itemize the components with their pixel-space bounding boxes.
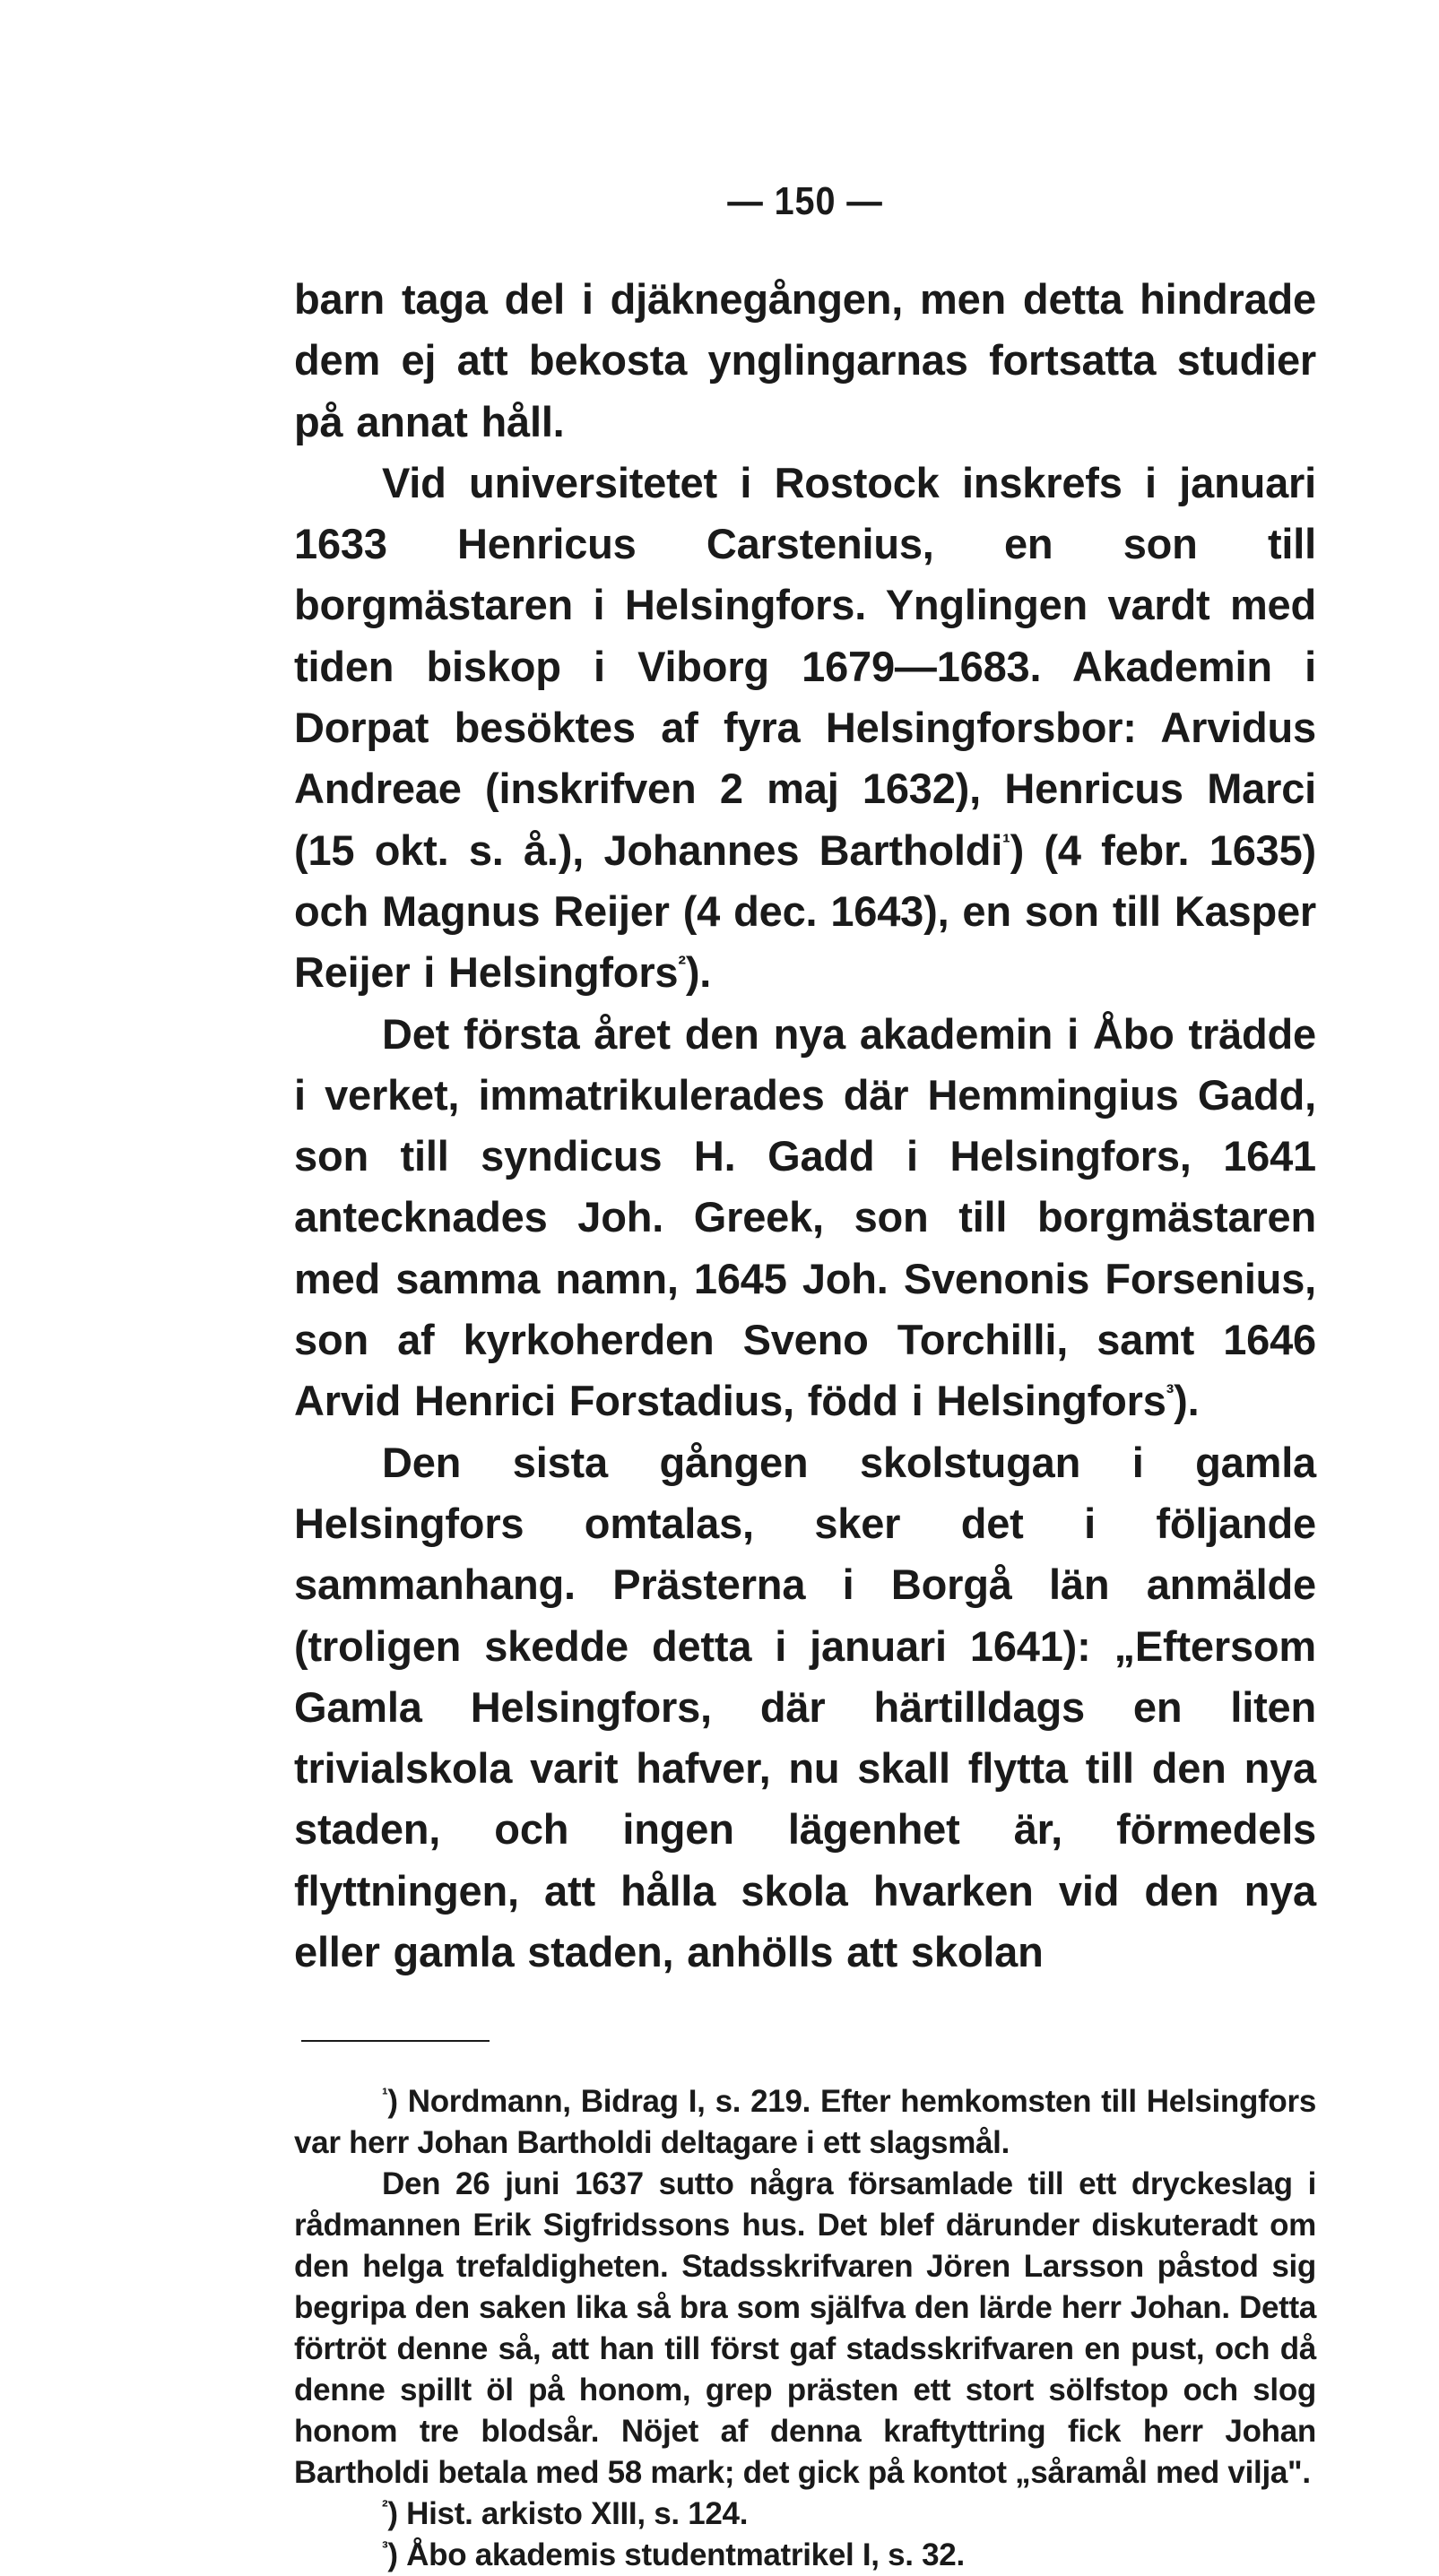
footnote-ref-2: ²: [678, 950, 686, 978]
footnote-3: [294, 2535, 1316, 2576]
footnote-1-continuation-text: Den 26 juni 1637 sutto några församlade till ett dryckeslag i rådmannen Erik Sigfridssons hus. Det blef därunder diskuteradt om den helga trefaldigheten. Stadsskrifvaren Jören Larsson påstod sig begripa den saken lika så bra som själfva den lärde herr Johan. Detta förtröt denne så, att han till först gaf stadsskrifvaren en pust, och då denne spillt öl på honom, grep prästen ett stort sölfstop och slog honom tre blodsår. Nöjet af denna kraftyttring fick herr Johan Bartholdi betala med 58 mark; det gick på kontot „såramål med vilja".: [294, 2166, 1316, 2491]
paragraph-2: [294, 453, 1316, 1004]
footnote-ref-3: ³: [1166, 1379, 1175, 1406]
page-number: — 150 —: [727, 179, 883, 223]
footnote-1: [294, 2081, 1316, 2164]
footnote-1-text: ) Nordmann, Bidrag I, s. 219. Efter hemkomsten till Helsingfors var herr Johan Bartholdi deltagare i ett slagsmål.: [294, 2084, 1316, 2161]
body-text: [294, 269, 1316, 1983]
footnote-1-continuation: [294, 2164, 1316, 2494]
footnote-2-marker: ²: [382, 2497, 388, 2518]
document-page: [294, 179, 1316, 2576]
paragraph-3-text-b: ).: [1174, 1377, 1200, 1425]
footnote-2: [294, 2494, 1316, 2535]
footnote-divider: [301, 2040, 490, 2042]
footnote-ref-1: ¹: [1002, 828, 1010, 856]
paragraph-1: [294, 269, 1316, 453]
paragraph-3-text: Det första året den nya akademin i Åbo trädde i verket, immatrikulerades där Hemmingius Gadd, son till syndicus H. Gadd i Helsingfors, 1641 antecknades Joh. Greek, son till borgmästaren med samma namn, 1645 Joh. Svenonis Forsenius, son af kyrkoherden Sveno Torchilli, samt 1646 Arvid Henrici Forstadius, född i Helsingfors: [294, 1009, 1316, 1425]
paragraph-2-text: Vid universitetet i Rostock inskrefs i januari 1633 Henricus Carstenius, en son till borgmästaren i Helsingfors. Ynglingen vardt med tiden biskop i Viborg 1679—1683. Akademin i Dorpat besöktes af fyra Helsingforsbor: Arvidus Andreae (inskrifven 2 maj 1632), Henricus Marci (15 okt. s. å.), Johannes Bartholdi: [294, 458, 1316, 874]
paragraph-2-text-b: ) (4 febr. 1635) och Magnus Reijer (4 dec. 1643), en son till Kasper Reijer i Helsingfors: [294, 826, 1316, 997]
footnote-1-marker: ¹: [382, 2085, 388, 2105]
footnote-3-text: ) Åbo akademis studentmatrikel I, s. 32.: [387, 2537, 965, 2573]
paragraph-3: [294, 1004, 1316, 1432]
paragraph-4: [294, 1432, 1316, 1984]
paragraph-2-text-c: ).: [685, 948, 712, 997]
footnote-3-marker: ³: [382, 2538, 388, 2559]
footnote-2-text: ) Hist. arkisto XIII, s. 124.: [387, 2496, 749, 2532]
footnotes: [294, 2081, 1316, 2576]
paragraph-1-text: barn taga del i djäknegången, men detta hindrade dem ej att bekosta ynglingarnas fortsatta studier på annat håll.: [294, 275, 1316, 445]
paragraph-4-text: Den sista gången skolstugan i gamla Helsingfors omtalas, sker det i följande sammanhang. Prästerna i Borgå län anmälde (troligen skedde detta i januari 1641): „Eftersom Gamla Helsingfors, där härtilldags en liten trivialskola varit hafver, nu skall flytta till den nya staden, och ingen lägenhet är, förmedels flyttningen, att hålla skola hvarken vid den nya eller gamla staden, anhölls att skolan: [294, 1438, 1316, 1976]
